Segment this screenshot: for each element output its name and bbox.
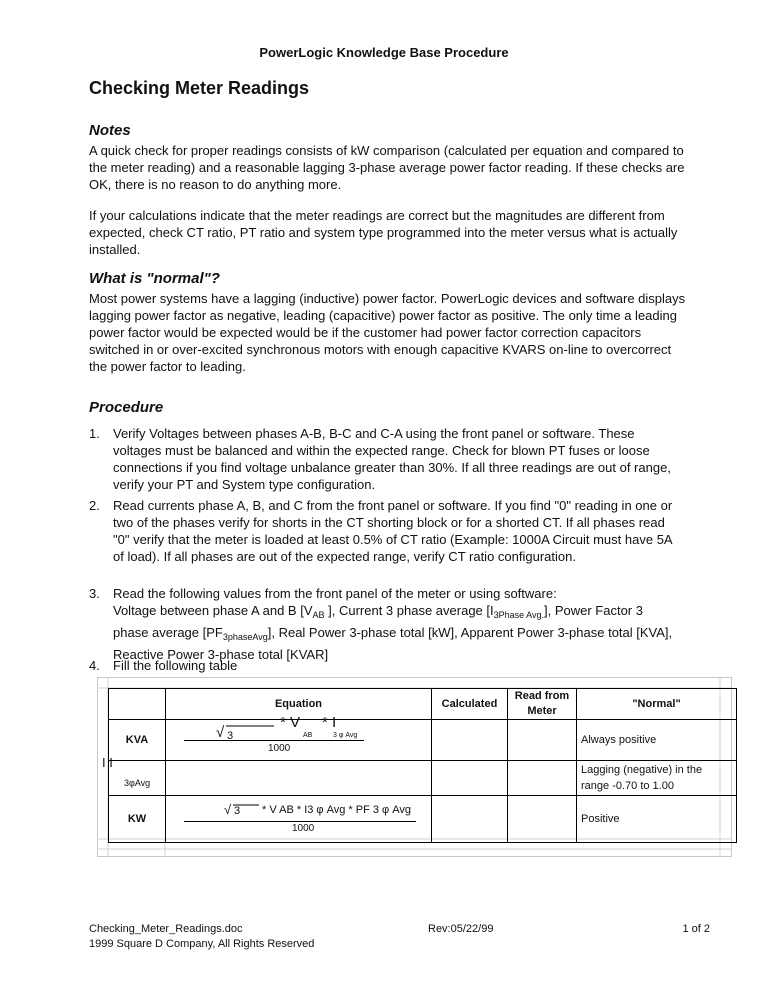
procedure-heading: Procedure (89, 399, 164, 416)
row-label-pf (102, 755, 166, 796)
subscript-ab: AB (312, 610, 325, 620)
kw-normal: Positive (577, 796, 737, 843)
subscript-3phase-avg: 3 φ Avg (333, 732, 358, 739)
readings-table (102, 688, 737, 843)
subscript-3phase-avg: 3Phase Avg. (493, 610, 544, 620)
kw-equation (166, 796, 432, 843)
step-text: Fill the following table (113, 658, 238, 673)
page-title: Checking Meter Readings (89, 78, 310, 98)
step-3-line-1: Read the following values from the front panel of the meter or using software: (113, 586, 557, 601)
row-label-kva: KVA (109, 720, 166, 761)
kva-formula (170, 714, 427, 760)
fraction-line (184, 821, 416, 822)
footer-revision: Rev:05/22/99 (428, 923, 494, 935)
sqrt-icon: √ (224, 802, 232, 817)
kw-calculated-cell[interactable] (432, 796, 508, 843)
row-label-kw: KW (109, 796, 166, 843)
kw-numerator: * V AB * I3 φ Avg * PF 3 φ Avg (262, 804, 411, 816)
denominator: 1000 (268, 743, 291, 754)
notes-heading: Notes (89, 122, 131, 139)
header-label-cell (109, 689, 166, 720)
footer-page-number: 1 of 2 (682, 923, 710, 935)
step-number: 2. (89, 498, 100, 513)
normal-heading: What is "normal"? (89, 270, 220, 287)
values-text: Voltage between phase A and B [V (113, 603, 313, 618)
kw-formula (170, 799, 427, 839)
document-header: PowerLogic Knowledge Base Procedure (259, 45, 509, 60)
step-text: Read currents phase A, B, and C from the front panel or software. If you find "0" reading in one or two of the phases verify for shorts in the CT shorting block or for a shorted CT. If all phases read "0" verify that the meter is loaded at least 0.5% of CT ratio (Example: 1000A Circuit must have 5A of load). If all phases are out of the expected range, verify CT ratio configuration. (113, 498, 673, 564)
step-3-values (113, 602, 679, 663)
pf-label-top: I I (102, 755, 113, 770)
subscript-3phase-avg: 3phaseAvg (222, 632, 268, 642)
step-number: 4. (89, 658, 100, 673)
values-text: ], Current 3 phase average [I (324, 603, 494, 618)
pf-meter-cell[interactable] (508, 761, 577, 796)
star-v: * V (280, 714, 301, 731)
step-number: 3. (89, 586, 100, 601)
values-text: ], Real Power 3-phase total [kW], Apparent Power 3-phase total [KVA], Reactive Power 3-phase total [KVAR] (113, 625, 673, 662)
sqrt-three: 3 (234, 805, 241, 817)
step-number: 1. (89, 426, 100, 441)
kw-meter-cell[interactable] (508, 796, 577, 843)
step-text (113, 585, 679, 663)
star-i: * I (322, 714, 337, 731)
sqrt-three: 3 (227, 730, 234, 742)
kva-normal: Always positive (577, 720, 737, 761)
kva-calculated-cell[interactable] (432, 720, 508, 761)
kva-equation (166, 714, 432, 761)
subscript-ab: AB (303, 732, 313, 739)
header-normal: "Normal" (577, 689, 737, 720)
pf-equation-cell (166, 761, 432, 796)
radical-bar (226, 725, 274, 729)
footer-filename: Checking_Meter_Readings.doc (89, 923, 243, 935)
values-text: ], Power Factor 3 phase average [PF (113, 603, 643, 640)
kva-meter-cell[interactable] (508, 720, 577, 761)
notes-paragraph-2: If your calculations indicate that the meter readings are correct but the magnitudes are different from expected, check CT ratio, PT ratio and system type programmed into the meter versus what is actually installed. (89, 208, 678, 257)
fraction-line (184, 740, 364, 741)
pf-normal: Lagging (negative) in the range -0.70 to 1.00 (577, 761, 737, 796)
header-read-from-meter: Read from Meter (508, 689, 577, 720)
footer-copyright: 1999 Square D Company, All Rights Reserved (89, 938, 315, 950)
header-calculated: Calculated (432, 689, 508, 720)
header-equation: Equation (166, 689, 432, 720)
denominator: 1000 (292, 823, 315, 834)
pf-label-subscript: 3φAvg (124, 778, 151, 788)
notes-paragraph-1: A quick check for proper readings consists of kW comparison (calculated per equation and compared to the meter reading) and a reasonable lagging 3-phase average power factor reading. If these checks are OK, there is no reason to do anything more. (89, 143, 685, 192)
sqrt-icon: √ (216, 724, 225, 741)
pf-calculated-cell[interactable] (432, 761, 508, 796)
step-text: Verify Voltages between phases A-B, B-C and C-A using the front panel or software. These voltages must be balanced and within the expected range. Check for blown PT fuses or loose connections if you find voltage unbalance greater than 30%. If all three readings are out of range, verify your PT and System type configuration. (113, 426, 671, 492)
normal-paragraph: Most power systems have a lagging (inductive) power factor. PowerLogic devices and software displays lagging power factor as negative, leading (capacitive) power factor as positive. The only time a leading power factor would be expected would be if the customer had power factor correction capacitors switched in or over-excited synchronous motors with enough capacitive KVARS on-line to overcorrect the power factor to leading. (89, 291, 686, 374)
